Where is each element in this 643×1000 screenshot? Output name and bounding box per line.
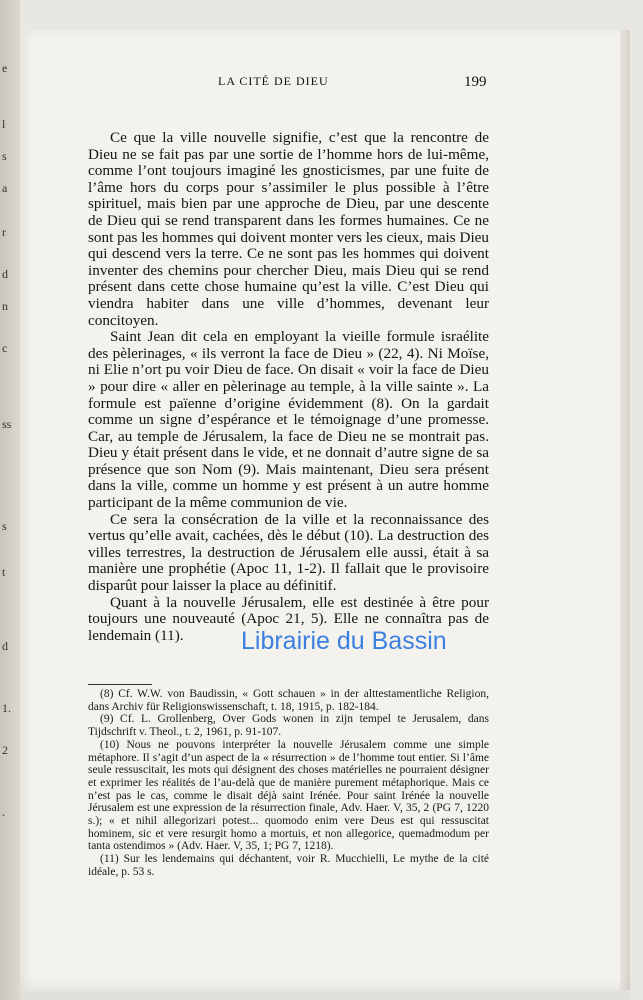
left-page-edge xyxy=(0,0,20,1000)
edge-glyph: s xyxy=(2,519,7,533)
edge-glyph: ss xyxy=(2,417,12,431)
edge-glyph: t xyxy=(2,565,6,579)
body-paragraph: Ce que la ville nouvelle signifie, c’est que la rencontre de Dieu ne se fait pas par une sortie de l’homme hors de lui-même, comme l’ont toujours imaginé les gnosticismes, par une fuite de l’âme hors du corps pour s’assimiler le plus possible à l’être spirituel, mais bien par une approche de Dieu, par une descente de Dieu qui se rend transparent dans les formes humaines. Ce ne sont pas les hommes qui doivent monter vers les cieux, mais Dieu qui descend vers la terre. Ce ne sont pas les hommes qui doivent inventer des chemins pour chercher Dieu, mais Dieu qui se rend présent dans cette chose humaine qu’est la ville. C’est Dieu qui viendra habiter dans une ville d’hommes, devenant leur concitoyen. xyxy=(88,129,489,329)
bookseller-watermark: Librairie du Bassin xyxy=(241,627,447,655)
page-number: 199 xyxy=(464,74,487,90)
body-paragraph: Ce sera la consécration de la ville et la reconnaissance des vertus qu’elle avait, cachées, dès le début (10). La destruction des villes terrestres, la destruction de Jérusalem elle aussi, était à sa manière une prophétie (Apoc 11, 1-2). Il fallait que le provisoire disparût pour laisser la place au définitif. xyxy=(88,510,489,595)
body-paragraph: Quant à la nouvelle Jérusalem, elle est destinée à être pour toujours une nouveauté (Apoc 21, 5). Elle ne connaîtra pas de lendemain (11). xyxy=(88,593,489,644)
edge-glyph: 2 xyxy=(2,743,8,757)
edge-glyph: r xyxy=(2,225,6,239)
page-bottom-shadow xyxy=(20,975,630,1000)
edge-glyph: d xyxy=(2,639,8,653)
footnote: (9) Cf. L. Grollenberg, Over Gods wonen in zijn tempel te Jerusalem, dans Tijdschrift v. Theol., t. 2, 1961, p. 91-107. xyxy=(88,713,489,739)
edge-glyph: d xyxy=(2,267,8,281)
page-right-edge xyxy=(620,30,630,990)
footnote: (11) Sur les lendemains qui déchantent, voir R. Mucchielli, Le mythe de la cité idéale, p. 53 s. xyxy=(88,853,489,878)
page-header xyxy=(218,74,488,89)
footnote-separator xyxy=(88,684,152,685)
footnote: (8) Cf. W.W. von Baudissin, « Gott schauen » in der alttestamentliche Religion, dans Archiv für Religionswissenschaft, t. 18, 1915, p. 182-184. xyxy=(88,688,489,713)
edge-glyph: s xyxy=(2,149,7,163)
edge-glyph: 1. xyxy=(2,701,11,715)
edge-glyph: c xyxy=(2,341,8,355)
body-paragraph: Saint Jean dit cela en employant la vieille formule israélite des pèlerinages, « ils verront la face de Dieu » (22, 4). Ni Moïse, ni Elie n’ort pu voir Dieu de face. On disait « voir la face de Dieu » pour dire « aller en pèlerinage au temple, à la ville sainte ». La formule est païenne d’origine évidemment (8). On la gardait comme un signe d’espérance et le témoignage d’une promesse. Car, au temple de Jérusalem, la face de Dieu ne se montrait pas. Dieu y était présent dans le vide, et ne donnait d’autre signe de sa présence que son Nom (9). Mais maintenant, Dieu sera présent dans la ville, comme un homme y est présent à un autre homme participant de la même communion de vie. xyxy=(88,328,489,512)
edge-glyph: n xyxy=(2,299,8,313)
running-head: LA CITÉ DE DIEU xyxy=(218,74,329,88)
footnotes xyxy=(88,688,489,879)
body-text xyxy=(88,130,489,644)
edge-glyph: . xyxy=(2,805,5,819)
edge-glyph: e xyxy=(2,61,8,75)
edge-glyph: l xyxy=(2,117,6,131)
edge-glyph: a xyxy=(2,181,8,195)
footnote: (10) Nous ne pouvons interpréter la nouvelle Jérusalem comme une simple métaphore. Il s’agit d’un aspect de la « résurrection » de l’homme tout entier. Si l’âme seule ressuscitait, les mots qui désignent des choses matérielles ne pourraient désigner et exprimer les réalités de l’au-delà que de manière purement métaphorique. Mais ce n’est pas le cas, comme le disait déjà saint Irénée. Pour saint Irénée la nouvelle Jérusalem est une expression de la résurrection finale, Adv. Haer. V, 35, 2 (PG 7, 1220 s.); « et nihil allegorizari potest... quomodo enim vere Deus est qui ressuscitat hominem, sic et vere resurgit homo a mortuis, et non allegorice, quemadmodum per tanta ostendimos » (Adv. Haer. V, 35, 1; PG 7, 1218). xyxy=(88,738,489,853)
